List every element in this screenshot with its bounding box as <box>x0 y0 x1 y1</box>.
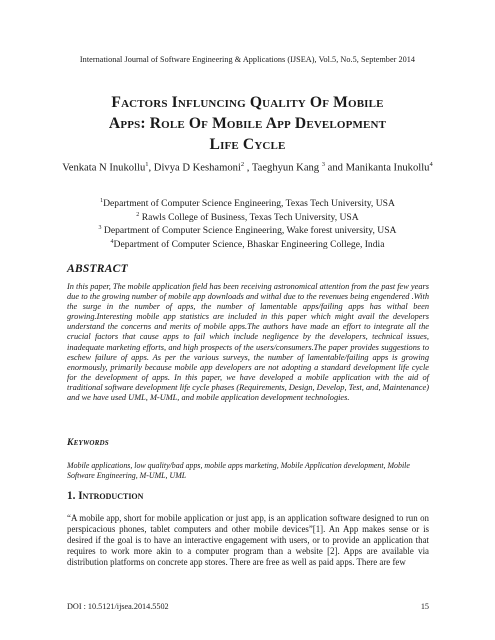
author-list <box>60 158 435 175</box>
title-line: Factors Influncing Quality Of Mobile <box>111 94 384 111</box>
abstract-body: In this paper, The mobile application field has been receiving astronomical attention from the past few years due to the growing number of mobile app downloads and withal due to the revenues being engendered .With the surge in the number of apps, the number of lamentable apps/failing apps has withal been growing.Interesting mobile app statistics are included in this paper which might avail the developers understand the concerns and merits of mobile apps.The authors have made an effort to integrate all the crucial factors that cause apps to fail which include negligence by the developers, technical issues, inadequate marketing efforts, and high prospects of the users/consumers.The paper provides suggestions to eschew failure of apps. As per the various surveys, the number of lamentable/failing apps is growing enormously, primarily because mobile app developers are not adopting a standard development life cycle for the development of apps. In this paper, we have developed a mobile application with the aid of traditional software development life cycle phases (Requirements, Design, Develop, Test, and, Maintenance) and we have used UML, M-UML, and mobile application development technologies. <box>67 282 429 403</box>
title-line: Life Cycle <box>209 136 286 153</box>
author-name: , Taeghyun Kang <box>244 162 322 174</box>
affiliation-sup: 1 <box>100 198 104 204</box>
doi-text: DOI : 10.5121/ijsea.2014.5502 <box>67 602 169 611</box>
abstract-heading: ABSTRACT <box>67 262 128 275</box>
affiliation-text: Department of Computer Science Engineering, Texas Tech University, USA <box>103 198 395 210</box>
author-name: and Manikanta Inukollu <box>325 162 430 174</box>
affiliation-sup: 2 <box>136 211 140 218</box>
journal-header: International Journal of Software Engineering & Applications (IJSEA), Vol.5, No.5, September 2014 <box>79 55 416 64</box>
affiliation-line <box>40 210 455 224</box>
paper-title <box>40 92 455 155</box>
author-sup: 4 <box>429 161 433 168</box>
affiliations <box>40 196 455 251</box>
keywords-heading: Keywords <box>67 437 109 448</box>
keywords-body: Mobile applications, low quality/bad apps, mobile apps marketing, Mobile Application development, Mobile Software Engineering, M-UML, UML <box>67 461 410 480</box>
page-footer <box>67 602 429 611</box>
affiliation-text: Department of Computer Science Engineering, Wake forest university, USA <box>101 225 397 237</box>
author-name: , Divya D Keshamoni <box>148 162 241 174</box>
affiliation-line <box>40 223 455 237</box>
affiliation-sup: 3 <box>98 225 102 232</box>
page-number: 15 <box>420 602 429 611</box>
affiliation-line <box>40 237 455 251</box>
author-sup: 2 <box>240 161 245 168</box>
author-name: Venkata N Inukollu <box>62 162 146 174</box>
affiliation-text: Department of Computer Science, Bhaskar Engineering College, India <box>113 239 385 251</box>
introduction-heading: 1. Introduction <box>67 490 144 502</box>
affiliation-text: Rawls College of Business, Texas Tech University, USA <box>139 211 359 223</box>
introduction-body: “A mobile app, short for mobile application or just app, is an application software designed to run on perspicacious phones, tablet computers and other mobile devices”[1]. An App makes sense or is desired if the goal is to have an interactive engagement with users, or to provide an application that requires to work more akin to a computer program than a website [2]. Apps are available via distribution platforms on concrete app stores. There are free as well as paid apps. There are few <box>67 513 429 567</box>
affiliation-sup: 4 <box>110 239 114 246</box>
author-sup: 1 <box>145 161 149 168</box>
title-line: Apps: Role Of Mobile App Development <box>108 115 387 132</box>
author-sup: 3 <box>321 161 326 168</box>
affiliation-line <box>40 196 455 210</box>
